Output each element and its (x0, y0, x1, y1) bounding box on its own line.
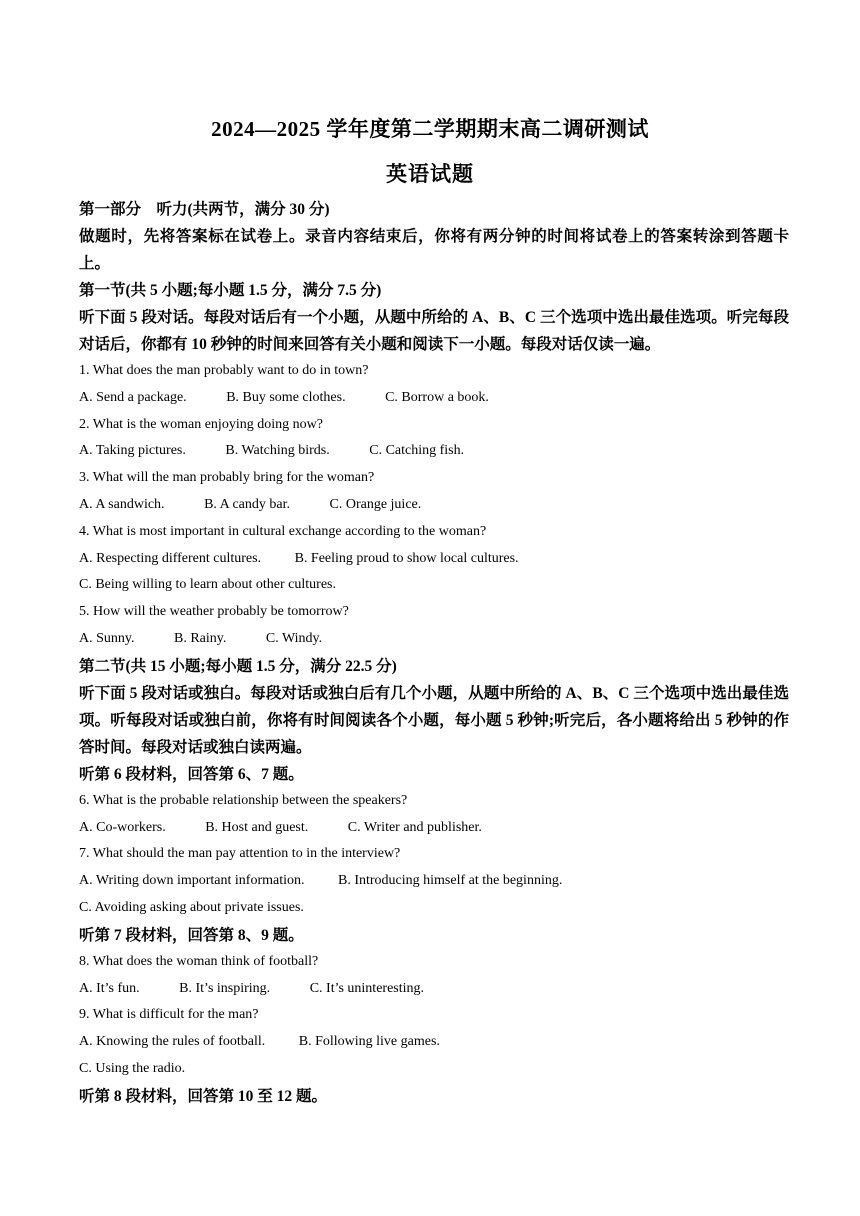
question-1-stem: 1. What does the man probably want to do in town? (79, 363, 369, 378)
option-a: A. Co-workers. (79, 819, 166, 835)
question-8-options (79, 976, 789, 1003)
option-b: B. A candy bar. (204, 496, 290, 512)
option-b: B. Host and guest. (205, 819, 309, 835)
exam-subtitle: 英语试题 (386, 162, 474, 186)
option-a: A. Send a package. (79, 389, 187, 405)
option-a: A. Writing down important information. (79, 873, 305, 889)
question-2-options (79, 438, 789, 465)
question-7-options (79, 868, 789, 895)
option-c: C. Catching fish. (369, 443, 465, 459)
option-a: A. A sandwich. (79, 496, 165, 512)
part1-instruction: 做题时，先将答案标在试卷上。录音内容结束后，你将有两分钟的时间将试卷上的答案转涂到答题卡上。 (79, 228, 789, 272)
question-4-stem: 4. What is most important in cultural exchange according to the woman? (79, 523, 487, 539)
question-5-stem: 5. How will the weather probably be tomorrow? (79, 604, 349, 620)
option-c: C. Avoiding asking about private issues. (79, 899, 304, 915)
question-3-options (79, 492, 789, 519)
option-c: C. Borrow a book. (385, 389, 489, 405)
question-1-options (79, 385, 789, 412)
exam-title: 2024—2025 学年度第二学期期末高二调研测试 (211, 117, 649, 141)
question-4-options (79, 546, 789, 573)
option-c: C. Windy. (265, 630, 323, 646)
option-b: B. Feeling proud to show local cultures. (294, 550, 519, 566)
option-b: B. Introducing himself at the beginning. (337, 873, 563, 889)
material-7-heading: 听第 7 段材料，回答第 8、9 题。 (79, 926, 304, 944)
question-6-stem: 6. What is the probable relationship between the speakers? (79, 792, 408, 808)
option-b: B. Watching birds. (225, 443, 330, 459)
option-b: B. Buy some clothes. (226, 389, 346, 405)
material-6-heading: 听第 6 段材料，回答第 6、7 题。 (79, 765, 304, 783)
question-8-stem: 8. What does the woman think of football? (79, 953, 319, 969)
option-b: B. It’s inspiring. (179, 980, 271, 996)
question-6-options (79, 815, 789, 842)
option-c: C. Being willing to learn about other cultures. (79, 577, 337, 593)
question-2-stem: 2. What is the woman enjoying doing now? (79, 416, 323, 432)
section1-instruction: 听下面 5 段对话。每段对话后有一个小题，从题中所给的 A、B、C 三个选项中选出最佳选项。听完每段对话后，你都有 10 秒钟的时间来回答有关小题和阅读下一小题。每段对话仅读一遍。 (79, 309, 789, 353)
option-a: A. Sunny. (79, 630, 135, 646)
question-5-options (79, 626, 789, 653)
option-b: B. Following live games. (298, 1034, 440, 1050)
question-9-stem: 9. What is difficult for the man? (79, 1007, 259, 1023)
question-9-options (79, 1029, 789, 1056)
exam-content (79, 196, 789, 1110)
option-c: C. It’s uninteresting. (309, 980, 425, 996)
section2-instruction: 听下面 5 段对话或独白。每段对话或独白后有几个小题，从题中所给的 A、B、C 三个选项中选出最佳选项。听每段对话或独白前，你将有时间阅读各个小题，每小题 5 秒钟;听完后，各小题将给出 5 秒钟的作答时间。每段对话或独白读两遍。 (79, 684, 789, 756)
option-b: B. Rainy. (174, 630, 227, 646)
option-a: A. It’s fun. (79, 980, 140, 996)
option-a: A. Taking pictures. (79, 443, 186, 459)
section1-heading: 第一节(共 5 小题;每小题 1.5 分，满分 7.5 分) (79, 282, 382, 299)
part1-heading: 第一部分 听力(共两节，满分 30 分) (79, 201, 330, 218)
material-8-heading: 听第 8 段材料，回答第 10 至 12 题。 (79, 1087, 328, 1105)
option-a: A. Respecting different cultures. (79, 550, 262, 566)
question-7-stem: 7. What should the man pay attention to in the interview? (79, 846, 401, 862)
section2-heading: 第二节(共 15 小题;每小题 1.5 分，满分 22.5 分) (79, 657, 397, 675)
question-3-stem: 3. What will the man probably bring for the woman? (79, 470, 375, 486)
option-c: C. Orange juice. (329, 496, 422, 512)
option-a: A. Knowing the rules of football. (79, 1034, 266, 1050)
option-c: C. Writer and publisher. (347, 819, 482, 835)
option-c: C. Using the radio. (79, 1060, 186, 1076)
